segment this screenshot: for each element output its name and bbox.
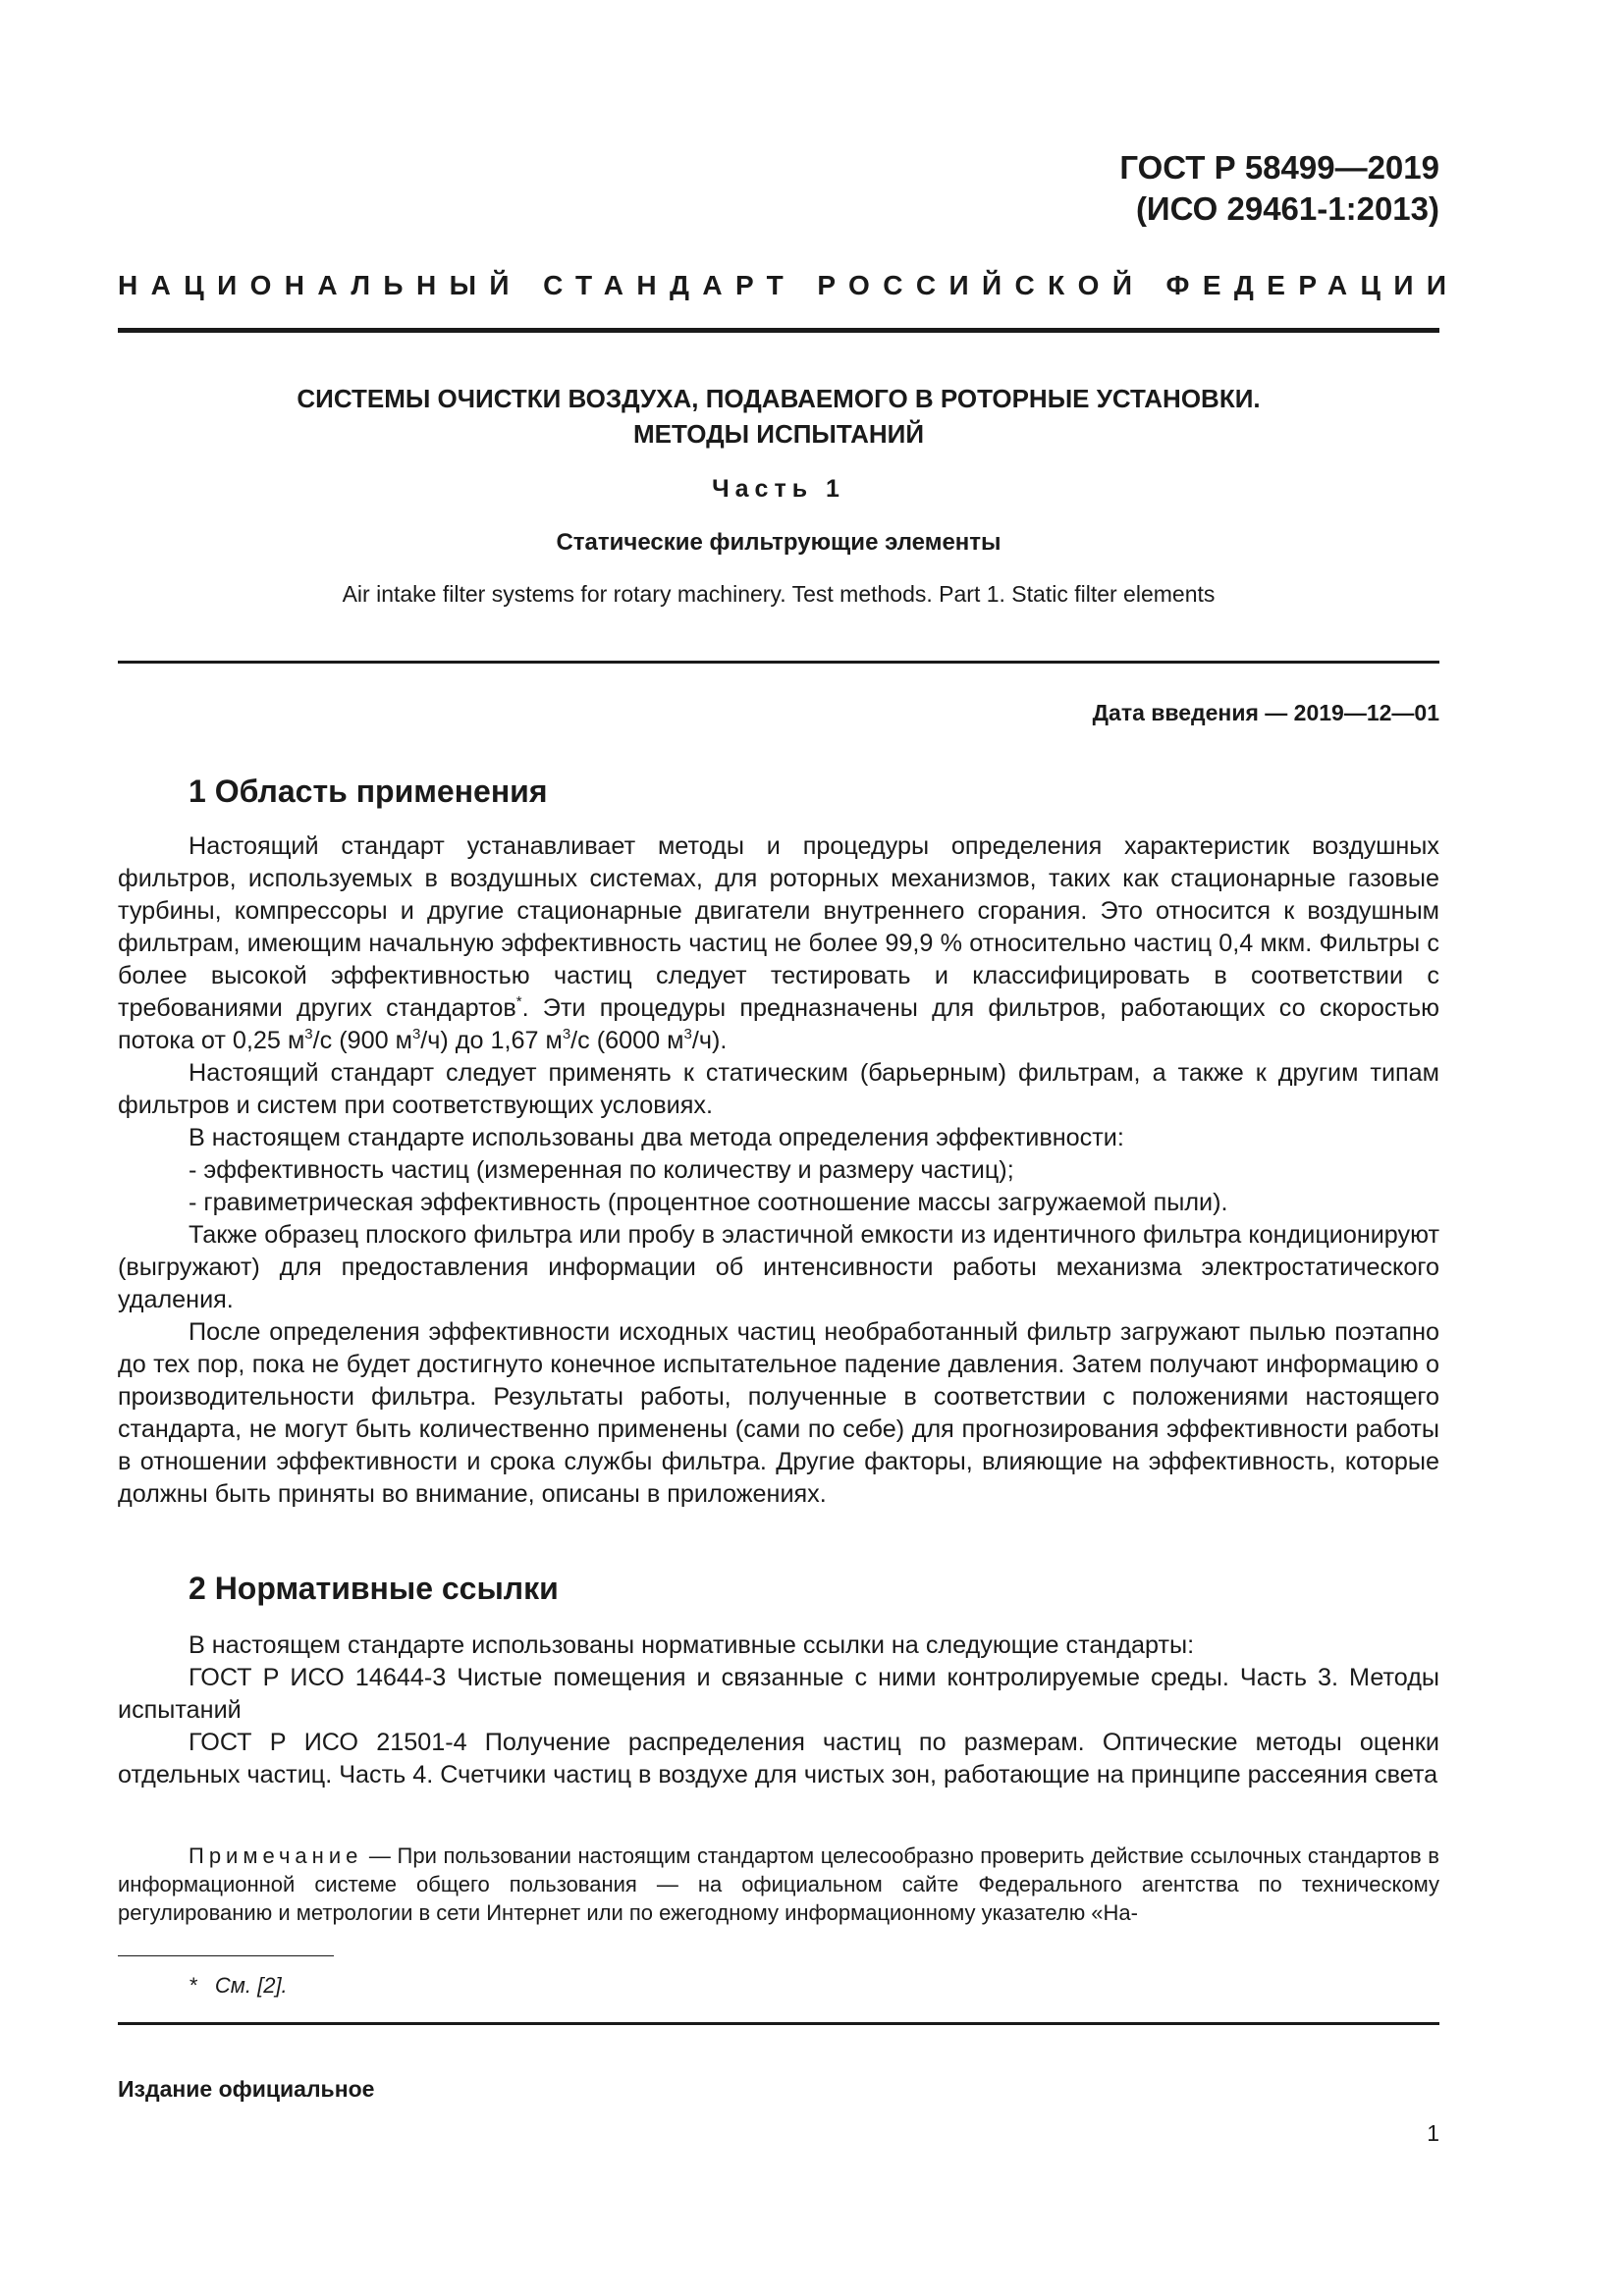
title-line-1: СИСТЕМЫ ОЧИСТКИ ВОЗДУХА, ПОДАВАЕМОГО В РОТОРНЫЕ УСТАНОВКИ. bbox=[297, 384, 1261, 413]
footnote-marker: * bbox=[515, 993, 522, 1010]
normative-reference: ГОСТ Р ИСО 14644-3 Чистые помещения и связанные с ними контролируемые среды. Часть 3. Методы испытаний bbox=[118, 1664, 1439, 1724]
normative-reference: ГОСТ Р ИСО 21501-4 Получение распределения частиц по размерам. Оптические методы оценки отдельных частиц. Часть 4. Счетчики частиц в воздухе для чистых зон, работающие на принципе рассеяния света bbox=[118, 1729, 1439, 1789]
note-text: — При пользовании настоящим стандартом целесообразно проверить действие ссылочных стандартов в информационной системе общего пользования — на официальном сайте Федерального агентства по техническому регулированию и метрологии в сети Интернет или по ежегодному информационному указателю «На- bbox=[118, 1843, 1439, 1925]
document-number-block bbox=[1119, 147, 1439, 230]
list-item: - эффективность частиц (измеренная по количеству и размеру частиц); bbox=[189, 1156, 1014, 1184]
section-1-paragraph: Также образец плоского фильтра или пробу в эластичной емкости из идентичного фильтра кондиционируют (выгружают) для предоставления информации об интенсивности работы механизма электростатического удаления. bbox=[118, 1221, 1439, 1313]
iso-number: (ИСО 29461-1:2013) bbox=[1135, 190, 1439, 227]
footnote-separator bbox=[118, 1955, 334, 1956]
section-2-paragraph: В настоящем стандарте использованы нормативные ссылки на следующие стандарты: bbox=[189, 1631, 1195, 1659]
footnote: * См. [2]. bbox=[189, 1973, 288, 1998]
part-number: Часть 1 bbox=[712, 475, 845, 503]
section-1-heading: 1 Область применения bbox=[189, 774, 548, 809]
national-standard-heading: НАЦИОНАЛЬНЫЙ СТАНДАРТ РОССИЙСКОЙ ФЕДЕРАЦИИ bbox=[118, 270, 1460, 300]
edition-label: Издание официальное bbox=[118, 2076, 375, 2102]
title-line-2: МЕТОДЫ ИСПЫТАНИЙ bbox=[632, 419, 925, 449]
introduction-date: Дата введения — 2019—12—01 bbox=[1092, 700, 1439, 725]
footer-rule bbox=[118, 2022, 1439, 2025]
section-1-paragraph: После определения эффективности исходных частиц необработанный фильтр загружают пылью поэтапно до тех пор, пока не будет достигнуто конечное испытательное падение давления. Затем получают информацию о производительности фильтра. Результаты работы, полученные в соответствии с положениями настоящего стандарта, не могут быть количественно применены (сами по себе) для прогнозирования эффективности работы в отношении эффективности и срока службы фильтра. Другие факторы, влияющие на эффективность, которые должны быть приняты во внимание, описаны в приложениях. bbox=[118, 1318, 1439, 1508]
english-title: Air intake filter systems for rotary machinery. Test methods. Part 1. Static filter elements bbox=[342, 581, 1216, 607]
section-1-paragraph: Настоящий стандарт устанавливает методы и процедуры определения характеристик воздушных фильтров, используемых в воздушных системах, для роторных механизмов, таких как стационарные газовые турбины, компрессоры и другие стационарные двигатели внутреннего сгорания. Это относится к воздушным фильтрам, имеющим начальную эффективность частиц не более 99,9 % относительно частиц 0,4 мкм. Фильтры с более высокой эффективностью частиц следует тестировать и классифицировать в соответствии с требованиями других стандартов*. Эти процедуры предназначены для фильтров, работающих со скоростью потока от 0,25 $м^3/с$ (900 $м^3/ч$) до 1,67 $м^3/с$ (6000 $м^3/ч$). bbox=[118, 832, 1439, 1054]
section-1-paragraph: В настоящем стандарте использованы два метода определения эффективности: bbox=[189, 1124, 1124, 1151]
note bbox=[118, 1842, 1439, 1927]
header-rule bbox=[118, 328, 1439, 333]
list-item: - гравиметрическая эффективность (процентное соотношение массы загружаемой пыли). bbox=[189, 1189, 1228, 1216]
section-2-heading: 2 Нормативные ссылки bbox=[189, 1571, 559, 1606]
section-1-body bbox=[118, 830, 1439, 1511]
title-block bbox=[118, 381, 1439, 611]
section-1-paragraph: Настоящий стандарт следует применять к статическим (барьерным) фильтрам, а также к другим типам фильтров и систем при соответствующих условиях. bbox=[118, 1059, 1439, 1119]
page-number: 1 bbox=[1427, 2120, 1439, 2146]
note-label: Примечание bbox=[189, 1843, 363, 1868]
gost-number: ГОСТ Р 58499—2019 bbox=[1119, 149, 1439, 186]
section-2-body bbox=[118, 1629, 1439, 1791]
document-page bbox=[118, 0, 1460, 2296]
title-rule bbox=[118, 661, 1439, 664]
part-subtitle: Статические фильтрующие элементы bbox=[556, 529, 1001, 556]
